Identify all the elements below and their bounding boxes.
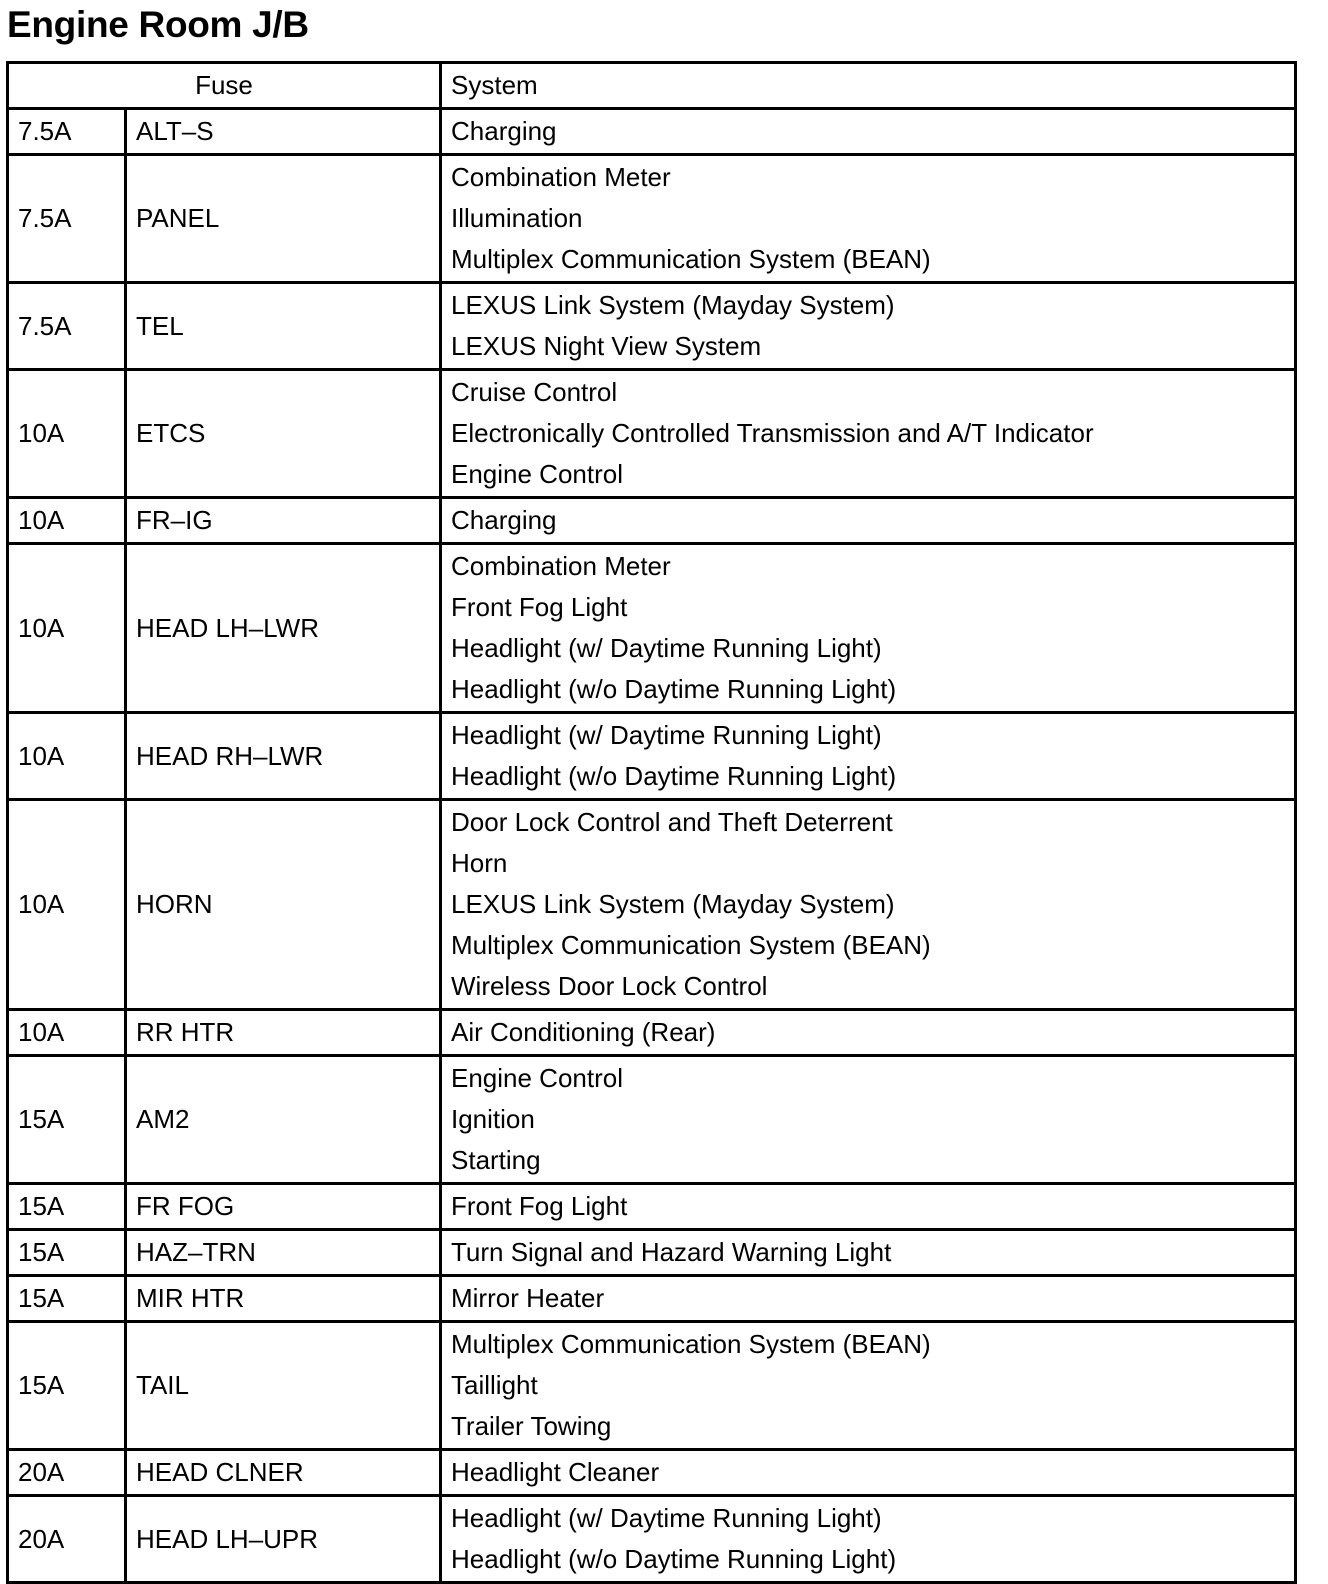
system-item: Charging <box>451 116 557 146</box>
system-list <box>441 370 1296 498</box>
table-row <box>8 1010 1296 1056</box>
system-item: Headlight Cleaner <box>451 1457 660 1487</box>
system-item: Engine Control <box>451 459 623 489</box>
table-row <box>8 713 1296 800</box>
table-row <box>8 1322 1296 1450</box>
fuse-name: HAZ–TRN <box>126 1230 441 1276</box>
system-item: Charging <box>451 505 557 535</box>
system-item: Headlight (w/ Daytime Running Light) <box>451 1503 882 1533</box>
table-row <box>8 1056 1296 1184</box>
table-row <box>8 1450 1296 1496</box>
system-item: Headlight (w/ Daytime Running Light) <box>451 720 882 750</box>
system-item: Multiplex Communication System (BEAN) <box>451 244 931 274</box>
system-list <box>441 1230 1296 1276</box>
system-list <box>441 544 1296 713</box>
table-row <box>8 800 1296 1010</box>
fuse-amperage: 7.5A <box>8 109 126 155</box>
fuse-name: PANEL <box>126 155 441 283</box>
fuse-name: HORN <box>126 800 441 1010</box>
fuse-name: FR–IG <box>126 498 441 544</box>
system-item: Headlight (w/o Daytime Running Light) <box>451 674 897 704</box>
system-list <box>441 498 1296 544</box>
system-item: Door Lock Control and Theft Deterrent <box>451 807 893 837</box>
fuse-amperage: 10A <box>8 713 126 800</box>
fuse-amperage: 10A <box>8 370 126 498</box>
fuse-name: TAIL <box>126 1322 441 1450</box>
table-row <box>8 1496 1296 1583</box>
system-list <box>441 109 1296 155</box>
system-item: LEXUS Night View System <box>451 331 762 361</box>
system-item: Trailer Towing <box>451 1411 612 1441</box>
system-item: Front Fog Light <box>451 1191 628 1221</box>
system-item: Headlight (w/o Daytime Running Light) <box>451 761 897 791</box>
header-system: System <box>441 63 1296 109</box>
system-item: LEXUS Link System (Mayday System) <box>451 889 895 919</box>
table-row <box>8 370 1296 498</box>
system-list <box>441 1056 1296 1184</box>
fuse-amperage: 15A <box>8 1056 126 1184</box>
system-list <box>441 155 1296 283</box>
system-item: Ignition <box>451 1104 535 1134</box>
system-item: Headlight (w/ Daytime Running Light) <box>451 633 882 663</box>
fuse-amperage: 20A <box>8 1496 126 1583</box>
system-item: Horn <box>451 848 508 878</box>
system-item: Multiplex Communication System (BEAN) <box>451 1329 931 1359</box>
table-row <box>8 283 1296 370</box>
fuse-name: RR HTR <box>126 1010 441 1056</box>
system-item: Combination Meter <box>451 162 671 192</box>
system-item: LEXUS Link System (Mayday System) <box>451 290 895 320</box>
fuse-amperage: 10A <box>8 544 126 713</box>
fuse-amperage: 15A <box>8 1322 126 1450</box>
system-item: Combination Meter <box>451 551 671 581</box>
fuse-amperage: 10A <box>8 800 126 1010</box>
system-list <box>441 1276 1296 1322</box>
fuse-amperage: 15A <box>8 1184 126 1230</box>
fuse-amperage: 15A <box>8 1276 126 1322</box>
fuse-name: MIR HTR <box>126 1276 441 1322</box>
fuse-amperage: 15A <box>8 1230 126 1276</box>
header-fuse: Fuse <box>8 63 441 109</box>
system-item: Cruise Control <box>451 377 618 407</box>
system-item: Mirror Heater <box>451 1283 605 1313</box>
table-row <box>8 155 1296 283</box>
table-header-row <box>8 63 1296 109</box>
fuse-name: TEL <box>126 283 441 370</box>
system-item: Illumination <box>451 203 583 233</box>
system-item: Multiplex Communication System (BEAN) <box>451 930 931 960</box>
table-row <box>8 1230 1296 1276</box>
system-list <box>441 1010 1296 1056</box>
system-item: Engine Control <box>451 1063 623 1093</box>
fuse-name: ETCS <box>126 370 441 498</box>
table-row <box>8 1276 1296 1322</box>
page-title: Engine Room J/B <box>7 4 309 45</box>
fuse-amperage: 7.5A <box>8 283 126 370</box>
system-item: Starting <box>451 1145 541 1175</box>
fuse-amperage: 10A <box>8 498 126 544</box>
system-list <box>441 1450 1296 1496</box>
fuse-name: HEAD CLNER <box>126 1450 441 1496</box>
table-row <box>8 498 1296 544</box>
system-item: Taillight <box>451 1370 538 1400</box>
fuse-amperage: 20A <box>8 1450 126 1496</box>
fuse-name: FR FOG <box>126 1184 441 1230</box>
system-item: Electronically Controlled Transmission and A/T Indicator <box>451 418 1094 448</box>
fuse-amperage: 10A <box>8 1010 126 1056</box>
table-row <box>8 109 1296 155</box>
fuse-name: ALT–S <box>126 109 441 155</box>
system-list <box>441 713 1296 800</box>
system-item: Air Conditioning (Rear) <box>451 1017 716 1047</box>
system-list <box>441 1184 1296 1230</box>
fuse-amperage: 7.5A <box>8 155 126 283</box>
table-row <box>8 1184 1296 1230</box>
system-item: Headlight (w/o Daytime Running Light) <box>451 1544 897 1574</box>
fuse-name: HEAD RH–LWR <box>126 713 441 800</box>
system-list <box>441 1496 1296 1583</box>
system-item: Turn Signal and Hazard Warning Light <box>451 1237 892 1267</box>
system-list <box>441 283 1296 370</box>
system-list <box>441 800 1296 1010</box>
fuse-name: HEAD LH–UPR <box>126 1496 441 1583</box>
fuse-name: AM2 <box>126 1056 441 1184</box>
system-list <box>441 1322 1296 1450</box>
fuse-table <box>6 61 1297 1584</box>
fuse-name: HEAD LH–LWR <box>126 544 441 713</box>
table-row <box>8 544 1296 713</box>
system-item: Wireless Door Lock Control <box>451 971 768 1001</box>
system-item: Front Fog Light <box>451 592 628 622</box>
